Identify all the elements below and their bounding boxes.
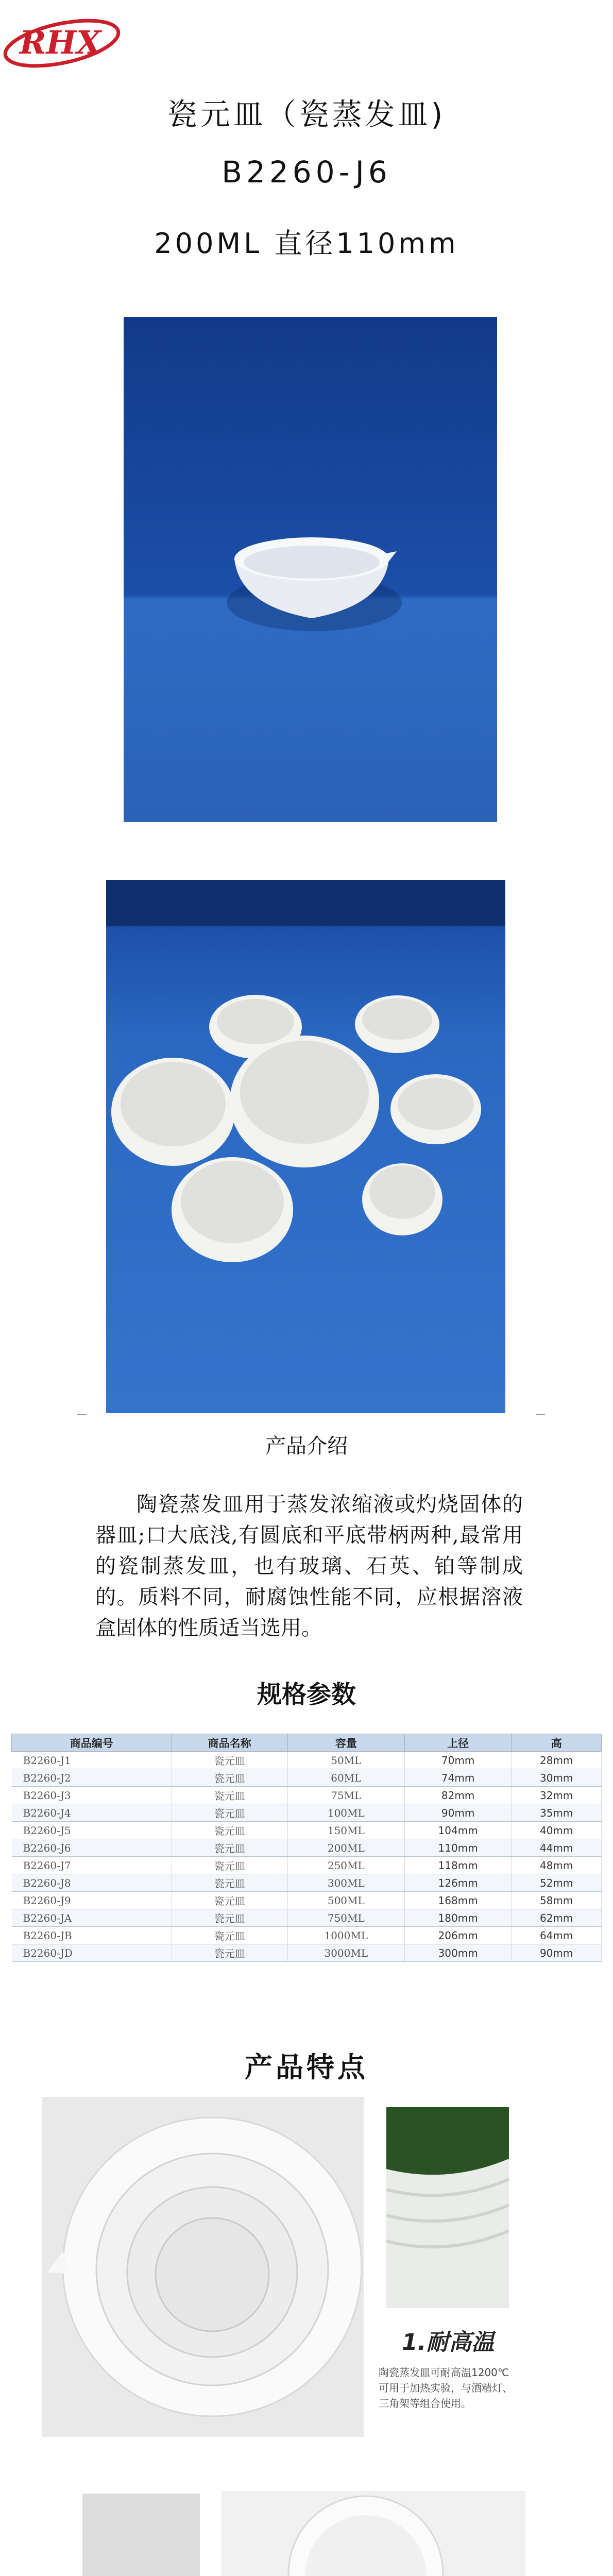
cell-code: B2260-J1 bbox=[12, 1752, 172, 1769]
product-photo-single bbox=[124, 317, 497, 822]
cell-diameter: 126mm bbox=[404, 1874, 512, 1892]
col-diameter: 上径 bbox=[404, 1734, 512, 1752]
cell-code: B2260-J8 bbox=[12, 1874, 172, 1892]
cell-height: 48mm bbox=[512, 1857, 602, 1874]
cell-capacity: 750ML bbox=[287, 1909, 404, 1927]
cell-capacity: 60ML bbox=[287, 1769, 404, 1787]
spec-row bbox=[12, 1944, 602, 1962]
cell-height: 35mm bbox=[512, 1804, 602, 1822]
cell-capacity: 50ML bbox=[287, 1752, 404, 1769]
cell-diameter: 104mm bbox=[404, 1822, 512, 1839]
spec-row bbox=[12, 1927, 602, 1944]
cell-name: 瓷元皿 bbox=[172, 1892, 287, 1909]
cell-code: B2260-J6 bbox=[12, 1839, 172, 1857]
feature-1-desc-2: 可用于加热实验，与酒精灯、 bbox=[379, 2382, 513, 2394]
cell-code: B2260-J2 bbox=[12, 1769, 172, 1787]
cell-capacity: 75ML bbox=[287, 1787, 404, 1804]
cell-diameter: 118mm bbox=[404, 1857, 512, 1874]
cell-code: B2260-JB bbox=[12, 1927, 172, 1944]
spec-row bbox=[12, 1752, 602, 1769]
feature-1-desc-1: 陶瓷蒸发皿可耐高温1200℃ bbox=[379, 2366, 509, 2379]
spec-header-row bbox=[12, 1734, 602, 1752]
features-heading: 产品特点 bbox=[245, 2051, 368, 2083]
feature-photo-nested-bowls bbox=[42, 2097, 364, 2437]
spec-row bbox=[12, 1822, 602, 1839]
spec-row bbox=[12, 1787, 602, 1804]
cell-name: 瓷元皿 bbox=[172, 1769, 287, 1787]
cell-capacity: 500ML bbox=[287, 1892, 404, 1909]
cell-diameter: 70mm bbox=[404, 1752, 512, 1769]
cell-diameter: 180mm bbox=[404, 1909, 512, 1927]
cell-height: 62mm bbox=[512, 1909, 602, 1927]
intro-body: 陶瓷蒸发皿用于蒸发浓缩液或灼烧固体的器皿;口大底浅,有圆底和平底带柄两种,最常用的瓷制蒸发皿，也有玻璃、石英、铂等制成的。质料不同，耐腐蚀性能不同，应根据溶液盒固体的性质适当选用。 bbox=[95, 1493, 523, 1640]
cell-name: 瓷元皿 bbox=[172, 1822, 287, 1839]
cell-diameter: 206mm bbox=[404, 1927, 512, 1944]
cell-code: B2260-J3 bbox=[12, 1787, 172, 1804]
brand-logo bbox=[0, 11, 124, 73]
cell-name: 瓷元皿 bbox=[172, 1874, 287, 1892]
cell-height: 30mm bbox=[512, 1769, 602, 1787]
cell-diameter: 90mm bbox=[404, 1804, 512, 1822]
col-name: 商品名称 bbox=[172, 1734, 287, 1752]
col-capacity: 容量 bbox=[287, 1734, 404, 1752]
cell-capacity: 150ML bbox=[287, 1822, 404, 1839]
col-height: 高 bbox=[512, 1734, 602, 1752]
feature-photo-stacked-bowls bbox=[386, 2107, 509, 2308]
spec-row bbox=[12, 1909, 602, 1927]
cell-diameter: 74mm bbox=[404, 1769, 512, 1787]
product-capacity: 200ML 直径110mm bbox=[154, 227, 459, 260]
cell-name: 瓷元皿 bbox=[172, 1787, 287, 1804]
cell-height: 28mm bbox=[512, 1752, 602, 1769]
cell-capacity: 250ML bbox=[287, 1857, 404, 1874]
cell-capacity: 100ML bbox=[287, 1804, 404, 1822]
cell-code: B2260-J9 bbox=[12, 1892, 172, 1909]
cell-height: 64mm bbox=[512, 1927, 602, 1944]
cell-code: B2260-J4 bbox=[12, 1804, 172, 1822]
intro-heading: 产品介绍 bbox=[265, 1434, 348, 1458]
spec-row bbox=[12, 1804, 602, 1822]
cell-capacity: 1000ML bbox=[287, 1927, 404, 1944]
cell-code: B2260-JD bbox=[12, 1944, 172, 1962]
spec-table bbox=[11, 1734, 602, 1962]
col-code: 商品编号 bbox=[12, 1734, 172, 1752]
cell-height: 90mm bbox=[512, 1944, 602, 1962]
logo-text: RHX bbox=[20, 24, 101, 61]
product-code: B2260-J6 bbox=[222, 155, 391, 190]
product-title: 瓷元皿（瓷蒸发皿) bbox=[167, 97, 446, 132]
cell-name: 瓷元皿 bbox=[172, 1909, 287, 1927]
spec-heading: 规格参数 bbox=[257, 1680, 356, 1709]
cell-height: 58mm bbox=[512, 1892, 602, 1909]
spec-row bbox=[12, 1874, 602, 1892]
cell-capacity: 300ML bbox=[287, 1874, 404, 1892]
product-photo-group bbox=[106, 880, 505, 1413]
cell-code: B2260-J5 bbox=[12, 1822, 172, 1839]
cell-capacity: 3000ML bbox=[287, 1944, 404, 1962]
decorative-mark-right bbox=[536, 1414, 545, 1425]
decorative-mark-left bbox=[77, 1414, 87, 1425]
feature-photo-single-bowl bbox=[82, 2494, 200, 2576]
cell-height: 40mm bbox=[512, 1822, 602, 1839]
cell-name: 瓷元皿 bbox=[172, 1944, 287, 1962]
cell-code: B2260-J7 bbox=[12, 1857, 172, 1874]
cell-name: 瓷元皿 bbox=[172, 1752, 287, 1769]
spec-row bbox=[12, 1892, 602, 1909]
cell-diameter: 110mm bbox=[404, 1839, 512, 1857]
spec-row bbox=[12, 1857, 602, 1874]
spec-row bbox=[12, 1769, 602, 1787]
cell-name: 瓷元皿 bbox=[172, 1857, 287, 1874]
cell-capacity: 200ML bbox=[287, 1839, 404, 1857]
cell-code: B2260-JA bbox=[12, 1909, 172, 1927]
cell-diameter: 82mm bbox=[404, 1787, 512, 1804]
spec-row bbox=[12, 1839, 602, 1857]
cell-name: 瓷元皿 bbox=[172, 1927, 287, 1944]
feature-photo-three-bowls bbox=[222, 2491, 525, 2576]
feature-1-desc-3: 三角架等组合使用。 bbox=[379, 2397, 471, 2410]
cell-name: 瓷元皿 bbox=[172, 1839, 287, 1857]
cell-height: 44mm bbox=[512, 1839, 602, 1857]
feature-1-label: 1.耐高温 bbox=[402, 2329, 495, 2355]
cell-diameter: 300mm bbox=[404, 1944, 512, 1962]
cell-height: 32mm bbox=[512, 1787, 602, 1804]
cell-name: 瓷元皿 bbox=[172, 1804, 287, 1822]
cell-height: 52mm bbox=[512, 1874, 602, 1892]
cell-diameter: 168mm bbox=[404, 1892, 512, 1909]
